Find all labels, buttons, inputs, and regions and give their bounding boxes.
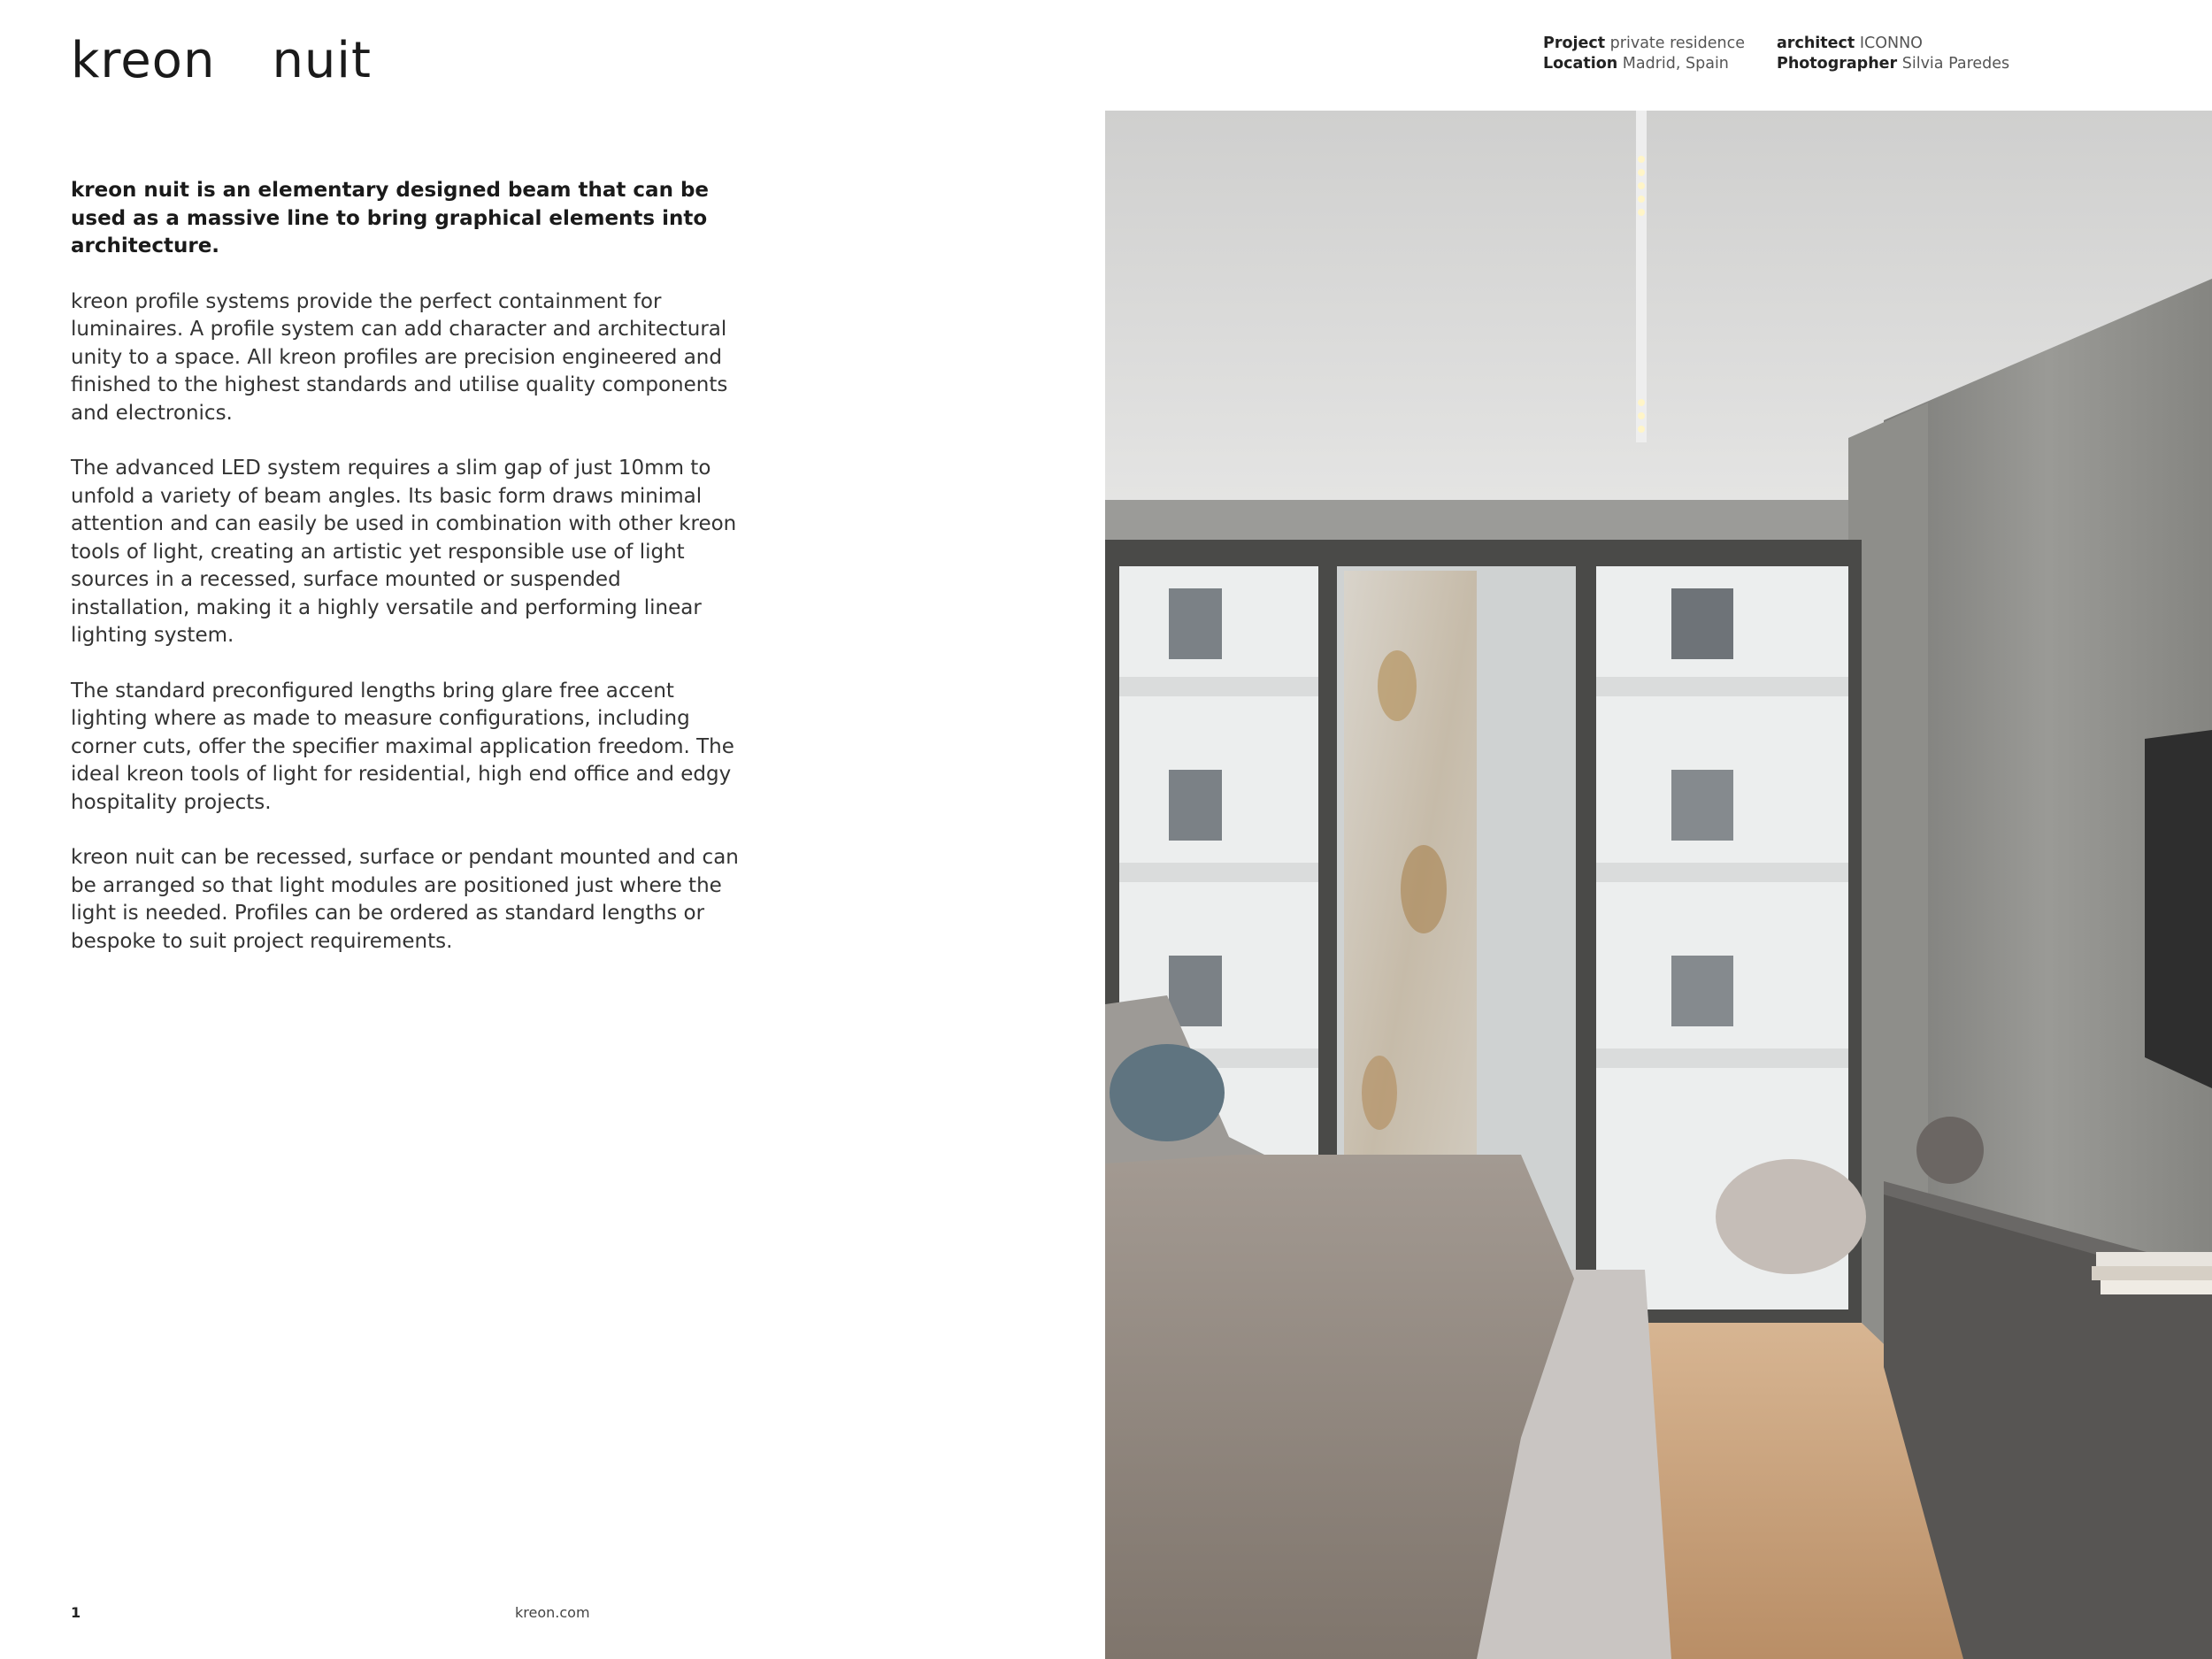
project-info-left <box>1543 34 1745 74</box>
project-info-right <box>1777 34 2009 74</box>
paragraph-3: The standard preconfigured lengths bring glare free accent lighting where as made to measure configurations, including corner cuts, offer the specifier maximal application freedom. The ideal kreon tools of light for residential, high end office and edgy hospitality projects. <box>71 679 734 814</box>
photographer-row: Photographer Silvia Paredes <box>1777 55 2010 73</box>
brand-logo <box>71 32 372 89</box>
project-row: Project private residence <box>1543 35 1746 52</box>
location-row: Location Madrid, Spain <box>1543 55 1729 73</box>
paragraph-1: kreon profile systems provide the perfect containment for luminaires. A profile system can add character and architectural unity to a space. All kreon profiles are precision engineered and finished to the highest standards and utilise quality components and electronics. <box>71 289 728 425</box>
interior-photo <box>1105 111 2212 1659</box>
tv-screen <box>2145 730 2212 1088</box>
body-text <box>71 177 743 983</box>
cushion <box>1110 1044 1225 1141</box>
page-number: 1 <box>71 1604 81 1621</box>
paragraph-4: kreon nuit can be recessed, surface or pendant mounted and can be arranged so that light modules are positioned just where the light is needed. Profiles can be ordered as standard lengths or bespoke to suit project requirements. <box>71 846 739 953</box>
brand-word-nuit: nuit <box>272 32 372 89</box>
website-link[interactable]: kreon.com <box>515 1604 590 1621</box>
pouf <box>1716 1159 1866 1274</box>
lead-paragraph: kreon nuit is an elementary designed beam that can be used as a massive line to bring graphical elements into architecture. <box>71 179 710 257</box>
window-header <box>1105 500 1884 540</box>
knot-sculpture <box>1916 1117 1984 1184</box>
books <box>2096 1252 2212 1266</box>
brand-word-kreon: kreon <box>71 32 216 89</box>
architect-row: architect ICONNO <box>1777 35 1923 52</box>
paragraph-2: The advanced LED system requires a slim gap of just 10mm to unfold a variety of beam angles. Its basic form draws minimal attention and can easily be used in combination with other kreon tools of light, creating an artistic yet responsible use of light sources in a recessed, surface mounted or suspended installation, making it a highly versatile and performing linear lighting system. <box>71 457 737 647</box>
